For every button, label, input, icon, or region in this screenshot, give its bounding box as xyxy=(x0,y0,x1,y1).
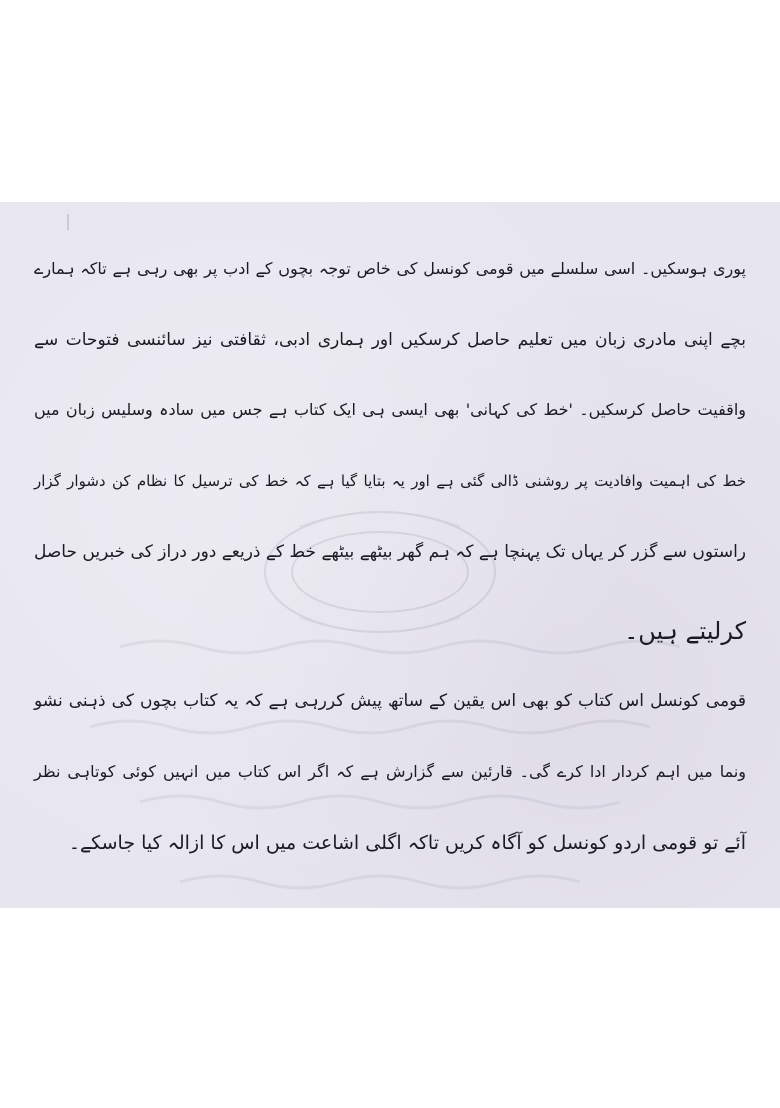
text-line: واقفیت حاصل کرسکیں۔ 'خط کی کہانی' بھی ایسی ہی ایک کتاب ہے جس میں سادہ وسلیس زبان میں xyxy=(34,400,746,419)
body-text xyxy=(0,202,780,908)
text-line: پوری ہوسکیں۔ اسی سلسلے میں قومی کونسل کی خاص توجہ بچوں کے ادب پر بھی رہی ہے تاکہ ہمارے xyxy=(34,259,746,278)
text-line: قومی کونسل اس کتاب کو بھی اس یقین کے ساتھ پیش کررہی ہے کہ یہ کتاب بچوں کی ذہنی نشو xyxy=(34,691,746,711)
text-line: کرلیتے ہیں۔ xyxy=(624,617,746,645)
text-line: خط کی اہمیت وافادیت پر روشنی ڈالی گئی ہے اور یہ بتایا گیا ہے کہ خط کی ترسیل کا نظام کن دشوار گزار xyxy=(34,472,746,490)
text-line: آئے تو قومی اردو کونسل کو آگاہ کریں تاکہ اگلی اشاعت میں اس کا ازالہ کیا جاسکے۔ xyxy=(68,832,746,854)
text-line: راستوں سے گزر کر یہاں تک پہنچا ہے کہ ہم گھر بیٹھے بیٹھے خط کے ذریعے دور دراز کی خبریں حاصل xyxy=(34,542,746,562)
text-line: بچے اپنی مادری زبان میں تعلیم حاصل کرسکیں اور ہماری ادبی، ثقافتی نیز سائنسی فتوحات سے xyxy=(34,330,746,350)
scanned-page xyxy=(0,202,780,908)
text-line: ونما میں اہم کردار ادا کرے گی۔ قارئین سے گزارش ہے کہ اگر اس کتاب میں انہیں کوئی کوتاہی نظر xyxy=(34,762,746,781)
